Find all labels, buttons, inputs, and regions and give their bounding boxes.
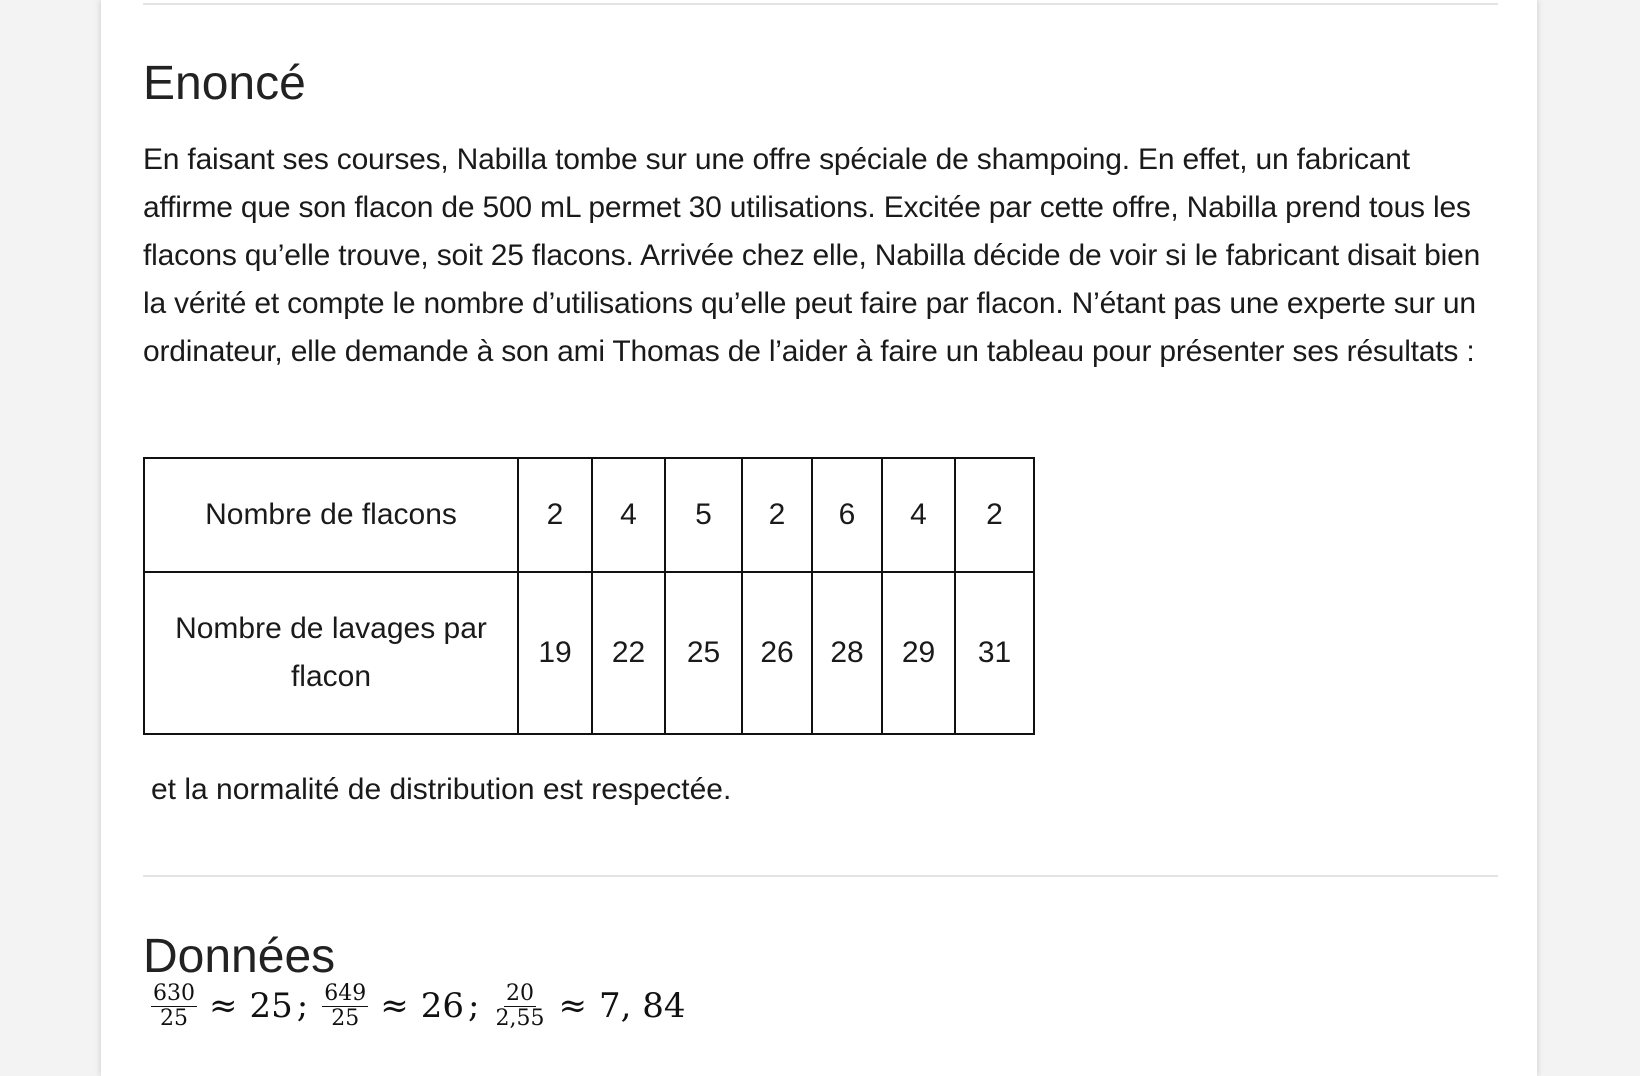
table-cell: 31 — [955, 572, 1034, 734]
approx-symbol: ≈ — [558, 986, 587, 1026]
fraction-3-denominator: 2,55 — [495, 1005, 545, 1031]
fraction-1 — [151, 982, 197, 1031]
table-cell: 2 — [742, 458, 812, 572]
table-cell: 25 — [665, 572, 742, 734]
table-cell: 19 — [518, 572, 592, 734]
table-cell: 28 — [812, 572, 882, 734]
approx-symbol: ≈ — [209, 986, 238, 1026]
table-cell: 22 — [592, 572, 665, 734]
fraction-2 — [322, 982, 368, 1031]
separator: ; — [468, 986, 480, 1026]
table-cell: 2 — [518, 458, 592, 572]
fraction-2-denominator: 25 — [331, 1005, 360, 1031]
table-cell: 4 — [592, 458, 665, 572]
fraction-3 — [493, 982, 546, 1031]
table-cell: 6 — [812, 458, 882, 572]
table-row-lavages — [144, 572, 1034, 734]
table-cell: 26 — [742, 572, 812, 734]
result-2: 26 — [420, 986, 464, 1026]
fraction-1-denominator: 25 — [160, 1005, 188, 1031]
approx-symbol: ≈ — [380, 986, 409, 1026]
result-3: 7, 84 — [598, 986, 686, 1026]
after-table-text: et la normalité de distribution est respectée. — [151, 773, 732, 806]
table-cell: 2 — [955, 458, 1034, 572]
heading-enonce: Enoncé — [143, 57, 306, 110]
results-table — [143, 457, 1035, 735]
fraction-3-numerator: 20 — [505, 980, 534, 1006]
row-label-flacons: Nombre de flacons — [144, 458, 518, 572]
separator: ; — [296, 986, 309, 1026]
section-divider — [143, 875, 1498, 877]
table-cell: 4 — [882, 458, 955, 572]
enonce-paragraph: En faisant ses courses, Nabilla tombe sur une offre spéciale de shampoing. En effet, un fabricant affirme que son flacon de 500 mL permet 30 utilisations. Excitée par cette offre, Nabilla prend tous les flacons qu’elle trouve, soit 25 flacons. Arrivée chez elle, Nabilla décide de voir si le fabricant disait bien la vérité et compte le nombre d’utilisations qu’elle peut faire par flacon. N’étant pas une experte sur un ordinateur, elle demande à son ami Thomas de l’aider à faire un tableau pour présenter ses résultats : — [143, 143, 1481, 368]
top-divider — [143, 3, 1498, 5]
table-cell: 5 — [665, 458, 742, 572]
row-label-lavages: Nombre de lavages par flacon — [144, 572, 518, 734]
fraction-1-numerator: 630 — [153, 980, 195, 1006]
result-1: 25 — [249, 986, 293, 1026]
table-row-flacons — [144, 458, 1034, 572]
fraction-2-numerator: 649 — [324, 980, 367, 1006]
document-page — [101, 0, 1537, 1076]
heading-donnees: Données — [143, 930, 336, 983]
table-cell: 29 — [882, 572, 955, 734]
donnees-formula — [147, 974, 687, 1038]
